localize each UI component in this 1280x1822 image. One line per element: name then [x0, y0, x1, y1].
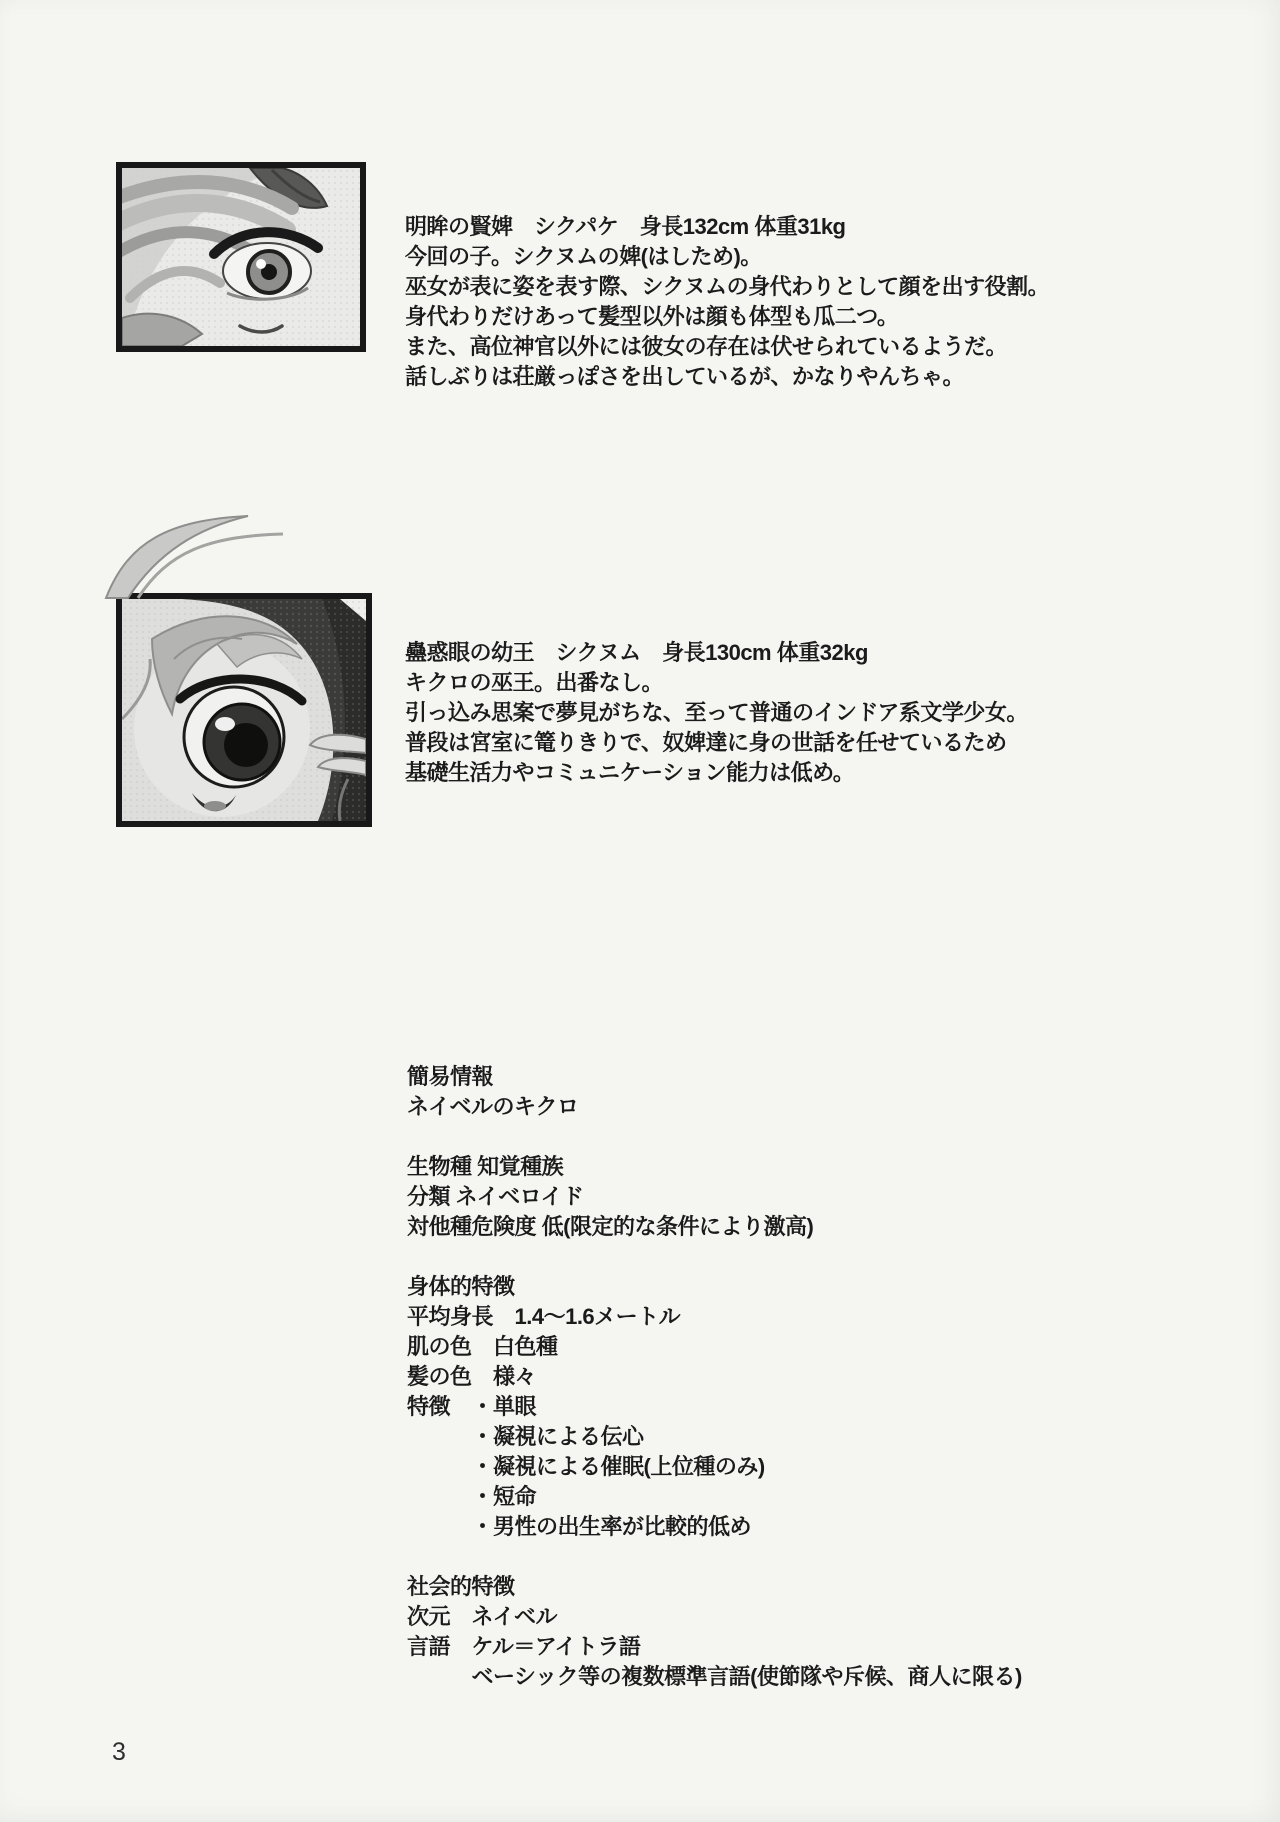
info-section-header: 社会的特徴: [407, 1574, 515, 1599]
info-line: 生物種 知覚種族: [407, 1154, 564, 1179]
portrait-shikunumu-illustration: [122, 599, 366, 821]
portrait-shikunumu-hair-wisps: [98, 512, 298, 600]
info-line: 特徴 ・単眼: [407, 1394, 537, 1419]
profile-line: また、高位神官以外には彼女の存在は伏せられているようだ。: [405, 334, 1008, 359]
profile-title-line: 蠱惑眼の幼王 シクヌム 身長130cm 体重32kg: [405, 640, 868, 665]
profile-line: 話しぶりは荘厳っぽさを出しているが、かなりやんちゃ。: [405, 364, 965, 389]
profile-line: 今回の子。シクヌムの婢(はしため)。: [405, 244, 762, 269]
portrait-shikunumu: [116, 593, 372, 827]
info-line: 髪の色 様々: [407, 1364, 537, 1389]
profile-line: 普段は宮室に篭りきりで、奴婢達に身の世話を任せているため: [405, 730, 1007, 755]
info-line: ・凝視による伝心: [407, 1424, 644, 1449]
page-number: 3: [112, 1738, 126, 1766]
profile-title-line: 明眸の賢婢 シクパケ 身長132cm 体重31kg: [405, 214, 846, 239]
species-info-text: [407, 1062, 1022, 1692]
profile-line: 巫女が表に姿を表す際、シクヌムの身代わりとして顔を出す役割。: [405, 274, 1050, 299]
portrait-shikupake-illustration: [122, 168, 360, 346]
profile-line: 基礎生活力やコミュニケーション能力は低め。: [405, 760, 855, 785]
profile-line: 身代わりだけあって髪型以外は顔も体型も瓜二つ。: [405, 304, 899, 329]
info-subtitle: ネイベルのキクロ: [407, 1094, 579, 1119]
info-line: 平均身長 1.4～1.6メートル: [407, 1304, 681, 1329]
info-title: 簡易情報: [407, 1064, 494, 1089]
info-line: 対他種危険度 低(限定的な条件により激高): [407, 1214, 814, 1239]
info-spacer: [407, 1122, 1022, 1152]
portrait-shikupake: [116, 162, 366, 352]
profile-line: 引っ込み思案で夢見がちな、至って普通のインドア系文学少女。: [405, 700, 1028, 725]
info-line: ベーシック等の複数標準言語(使節隊や斥候、商人に限る): [407, 1664, 1022, 1689]
profile-shikunumu-text: [405, 638, 1028, 788]
info-line: 次元 ネイベル: [407, 1604, 558, 1629]
info-spacer: [407, 1542, 1022, 1572]
info-line: ・短命: [407, 1484, 537, 1509]
info-line: 分類 ネイベロイド: [407, 1184, 584, 1209]
info-line: ・凝視による催眠(上位種のみ): [407, 1454, 765, 1479]
profile-shikupake-text: [405, 212, 1049, 392]
profile-line: キクロの巫王。出番なし。: [405, 670, 664, 695]
info-line: 言語 ケル＝アイトラ語: [407, 1634, 641, 1659]
info-line: 肌の色 白色種: [407, 1334, 558, 1359]
info-line: ・男性の出生率が比較的低め: [407, 1514, 752, 1539]
info-spacer: [407, 1242, 1022, 1272]
info-section-header: 身体的特徴: [407, 1274, 515, 1299]
